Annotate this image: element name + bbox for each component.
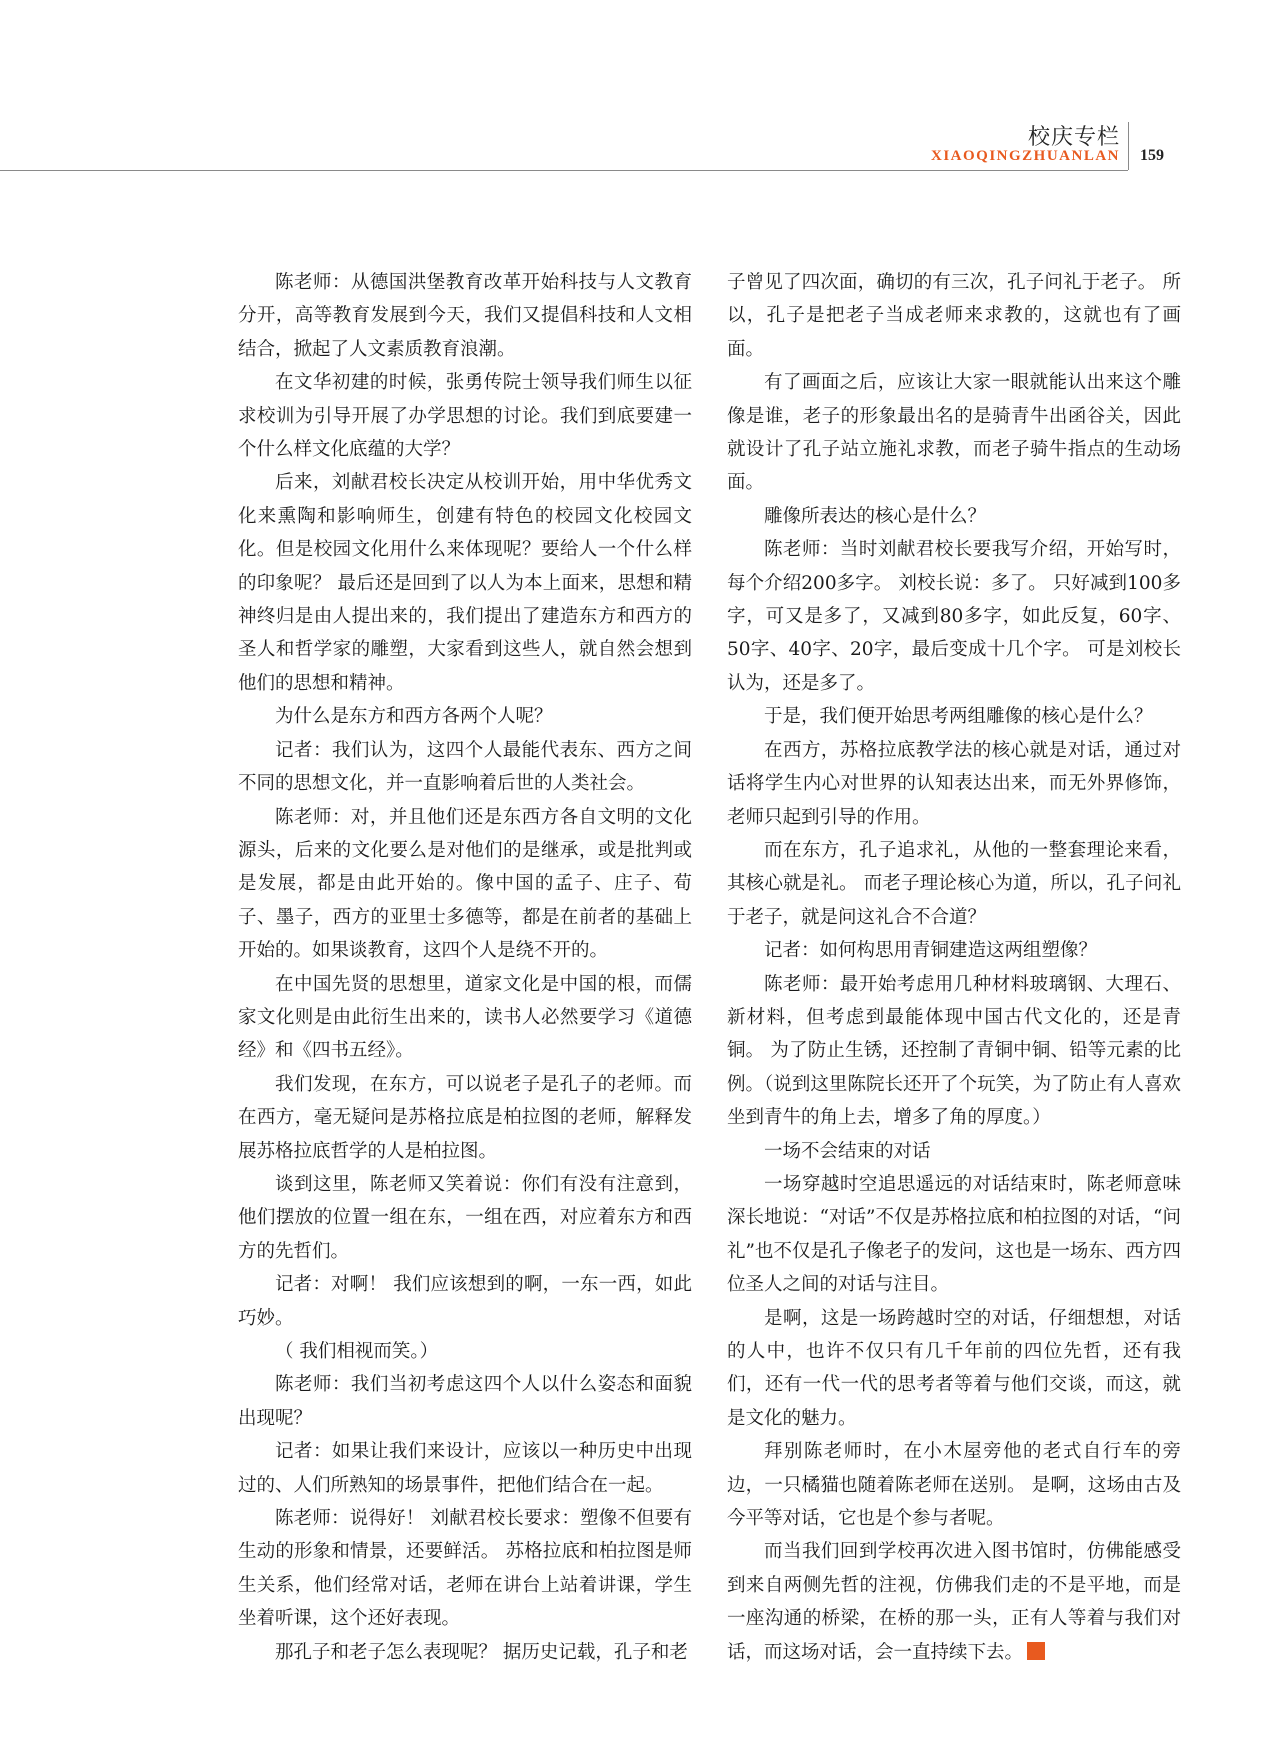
paragraph: 在西方，苏格拉底教学法的核心就是对话，通过对话将学生内心对世界的认知表达出来，而无外界修饰，老师只起到引导的作用。: [727, 739, 1181, 828]
paragraph: 雕像所表达的核心是什么？: [764, 505, 987, 527]
paragraph: 有了画面之后，应该让大家一眼就能认出来这个雕像是谁，老子的形象最出名的是骑青牛出函谷关，因此就设计了孔子站立施礼求教，而老子骑牛指点的生动场面。: [727, 372, 1181, 494]
paragraph: 记者：如何构思用青铜建造这两组塑像？: [764, 940, 1098, 962]
end-mark-square: [1027, 1642, 1045, 1660]
paragraph-continuation: 子曾见了四次面，确切的有三次，孔子问礼于老子。 所以，孔子是把老子当成老师来求教的，这就也有了画面。: [727, 272, 1181, 360]
final-paragraph-text: 而当我们回到学校再次进入图书馆时，仿佛能感受到来自两侧先哲的注视，仿佛我们走的不是平地，而是一座沟通的桥梁，在桥的那一头，正有人等着与我们对话，而这场对话，会一直持续下去。: [727, 1541, 1181, 1663]
paragraph: 陈老师：最开始考虑用几种材料玻璃钢、大理石、新材料，但考虑到最能体现中国古代文化的，还是青铜。 为了防止生锈，还控制了青铜中铜、铅等元素的比例。（说到这里陈院长还开了个玩笑，为了防止有人喜欢坐到青牛的角上去，增多了角的厚度。）: [727, 973, 1181, 1129]
paragraph: 陈老师：我们当初考虑这四个人以什么姿态和面貌出现呢？: [238, 1374, 692, 1429]
paragraph: 记者：如果让我们来设计，应该以一种历史中出现过的、人们所熟知的场景事件，把他们结合在一起。: [238, 1441, 692, 1496]
paragraph: 陈老师：从德国洪堡教育改革开始科技与人文教育分开，高等教育发展到今天，我们又提倡科技和人文相结合，掀起了人文素质教育浪潮。: [238, 272, 692, 360]
left-column: [238, 266, 692, 1669]
paragraph: 我们发现，在东方，可以说老子是孔子的老师。而在西方，毫无疑问是苏格拉底是柏拉图的老师，解释发展苏格拉底哲学的人是柏拉图。: [238, 1073, 692, 1162]
section-title: 校庆专栏: [1027, 125, 1120, 150]
paragraph: 拜别陈老师时，在小木屋旁他的老式自行车的旁边，一只橘猫也随着陈老师在送别。 是啊，这场由古及今平等对话，它也是个参与者呢。: [727, 1441, 1181, 1530]
paragraph: 谈到这里，陈老师又笑着说：你们有没有注意到，他们摆放的位置一组在东，一组在西，对应着东方和西方的先哲们。: [238, 1173, 692, 1262]
paragraph: 记者：对啊！ 我们应该想到的啊，一东一西，如此巧妙。: [238, 1274, 692, 1329]
paragraph: 陈老师：当时刘献君校长要我写介绍，开始写时，每个介绍200多字。 刘校长说：多了。 只好减到100多字，可又是多了，又减到80多字，如此反复，60字、50字、40字、20字，最后变成十几个字。 可是刘校长认为，还是多了。: [727, 539, 1181, 694]
section-title-pinyin: XIAOQINGZHUANLAN: [930, 148, 1120, 164]
paragraph: 后来，刘献君校长决定从校训开始，用中华优秀文化来熏陶和影响师生，创建有特色的校园文化校园文化。但是校园文化用什么来体现呢？要给人一个什么样的印象呢？ 最后还是回到了以人为本上面来，思想和精神终归是由人提出来的，我们提出了建造东方和西方的圣人和哲学家的雕塑，大家看到这些人，就自然会想到他们的思想和精神。: [238, 472, 692, 694]
paragraph: 于是，我们便开始思考两组雕像的核心是什么？: [764, 706, 1153, 728]
paragraph: 陈老师：说得好！ 刘献君校长要求：塑像不但要有生动的形象和情景，还要鲜活。 苏格拉底和柏拉图是师生关系，他们经常对话，老师在讲台上站着讲课，学生坐着听课，这个还好表现。: [238, 1508, 692, 1630]
final-paragraph: [727, 1535, 1181, 1669]
paragraph: 为什么是东方和西方各两个人呢？: [275, 706, 553, 728]
paragraph: 在中国先贤的思想里，道家文化是中国的根，而儒家文化则是由此衍生出来的，读书人必然要学习《道德经》和《四书五经》。: [238, 973, 692, 1062]
paragraph: 记者：我们认为，这四个人最能代表东、西方之间不同的思想文化，并一直影响着后世的人类社会。: [238, 739, 692, 795]
paragraph: 在文华初建的时候，张勇传院士领导我们师生以征求校训为引导开展了办学思想的讨论。我们到底要建一个什么样文化底蕴的大学？: [238, 372, 692, 461]
paragraph: 陈老师：对，并且他们还是东西方各自文明的文化源头，后来的文化要么是对他们的是继承，或是批判或是发展，都是由此开始的。像中国的孟子、庄子、荀子、墨子，西方的亚里士多德等，都是在前者的基础上开始的。如果谈教育，这四个人是绕不开的。: [238, 806, 692, 962]
paragraph: （ 我们相视而笑。）: [275, 1341, 439, 1362]
paragraph: 一场穿越时空追思遥远的对话结束时，陈老师意味深长地说：“对话”不仅是苏格拉底和柏拉图的对话，“问礼”也不仅是孔子像老子的发问，这也是一场东、西方四位圣人之间的对话与注目。: [727, 1173, 1181, 1296]
subheading: 一场不会结束的对话: [764, 1140, 931, 1162]
paragraph: 是啊，这是一场跨越时空的对话，仔细想想，对话的人中，也许不仅只有几千年前的四位先哲，还有我们，还有一代一代的思考者等着与他们交谈，而这，就是文化的魅力。: [727, 1307, 1181, 1429]
header-rule: [0, 170, 1128, 171]
header-separator: [1128, 122, 1129, 170]
paragraph: 那孔子和老子怎么表现呢？ 据历史记载，孔子和老: [275, 1641, 688, 1663]
page-number: 159: [1140, 147, 1164, 164]
right-column: [727, 266, 1181, 1669]
paragraph: 而在东方，孔子追求礼，从他的一整套理论来看，其核心就是礼。 而老子理论核心为道，所以，孔子问礼于老子，就是问这礼合不合道？: [727, 839, 1181, 928]
